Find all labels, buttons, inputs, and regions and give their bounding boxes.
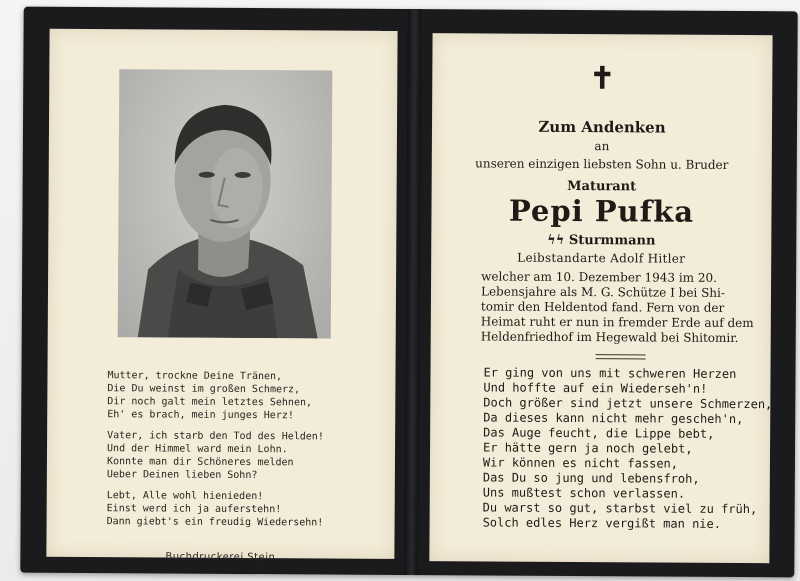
right-panel [429,33,772,563]
poem-line: Wir können es nicht fassen, [482,455,679,471]
poem-line: Konnte man dir Schöneres melden [106,456,294,469]
poem-line: Dann giebt's ein freudig Wiedersehn! [106,516,324,529]
deceased-title: Maturant [567,178,637,195]
card-fold [404,9,421,575]
deceased-name: Pepi Pufka [508,193,695,229]
poem-line: Und hoffte auf ein Wiederseh'n! [483,380,708,396]
dedication-line: unseren einzigen liebsten Sohn u. Bruder [475,156,729,172]
poem-line: Eh' es brach, mein junges Herz! [107,409,294,422]
deceased-unit: Leibstandarte Adolf Hitler [517,250,686,266]
poem-stanza [107,489,367,530]
bio-line: Heldenfriedhof im Hegewald bei Shitomir. [480,329,739,346]
memorial-card [20,7,797,578]
soldier-portrait [118,69,333,338]
poem-line: Dir noch galt mein letztes Sehnen, [107,396,313,409]
poem-line: Solch edles Herz vergißt man nie. [482,515,722,531]
poem-line: Mutter, trockne Deine Tränen, [107,370,283,383]
poem-line: Du warst so gut, starbst viel zu früh, [482,500,758,517]
biography-text [481,269,781,346]
printer-imprint: Buchdruckerei Stein [165,551,276,564]
poem-line: Die Du weinst im großen Schmerz, [107,383,301,396]
poem-stanza [107,429,367,483]
bio-line: tomir den Heldentod fand. Fern von der [480,299,725,315]
right-poem [483,365,784,532]
left-panel [46,29,397,564]
bio-line: Lebensjahre als M. G. Schütze I bei Shi- [480,284,726,300]
poem-line: Lebt, Alle wohl hienieden! [106,490,264,503]
poem-line: Einst werd ich ja auferstehn! [106,503,282,516]
bio-line: Heimat ruht er nun in fremder Erde auf dem [480,314,754,331]
memorial-heading: Zum Andenken [538,117,666,137]
poem-line: Uns mußtest schon verlassen. [482,485,686,501]
poem-stanza [107,369,367,423]
left-poem [107,369,368,538]
dedication-an: an [594,139,610,154]
poem-line: Und der Himmel ward mein Lohn. [107,443,288,456]
poem-line: Er hätte gern ja noch gelebt, [483,440,693,456]
poem-line: Doch größer sind jetzt unsere Schmerzen, [483,395,773,412]
bio-line: welcher am 10. Dezember 1943 im 20. [481,269,718,285]
divider-rule [596,354,646,359]
poem-line: Er ging von uns mit schweren Herzen [483,365,737,382]
poem-line: Das Auge feucht, die Lippe bebt, [483,425,715,441]
poem-line: Ueber Deinen lieben Sohn? [106,469,258,482]
poem-line: Das Du so jung und lebensfroh, [482,470,700,486]
cross-icon: ✝ [589,61,615,97]
portrait-image [118,69,333,338]
deceased-rank: ϟϟ Sturmmann [547,232,656,249]
poem-line: Vater, ich starb den Tod des Helden! [107,430,324,443]
poem-line: Da dieses kann nicht mehr gescheh'n, [483,410,744,427]
